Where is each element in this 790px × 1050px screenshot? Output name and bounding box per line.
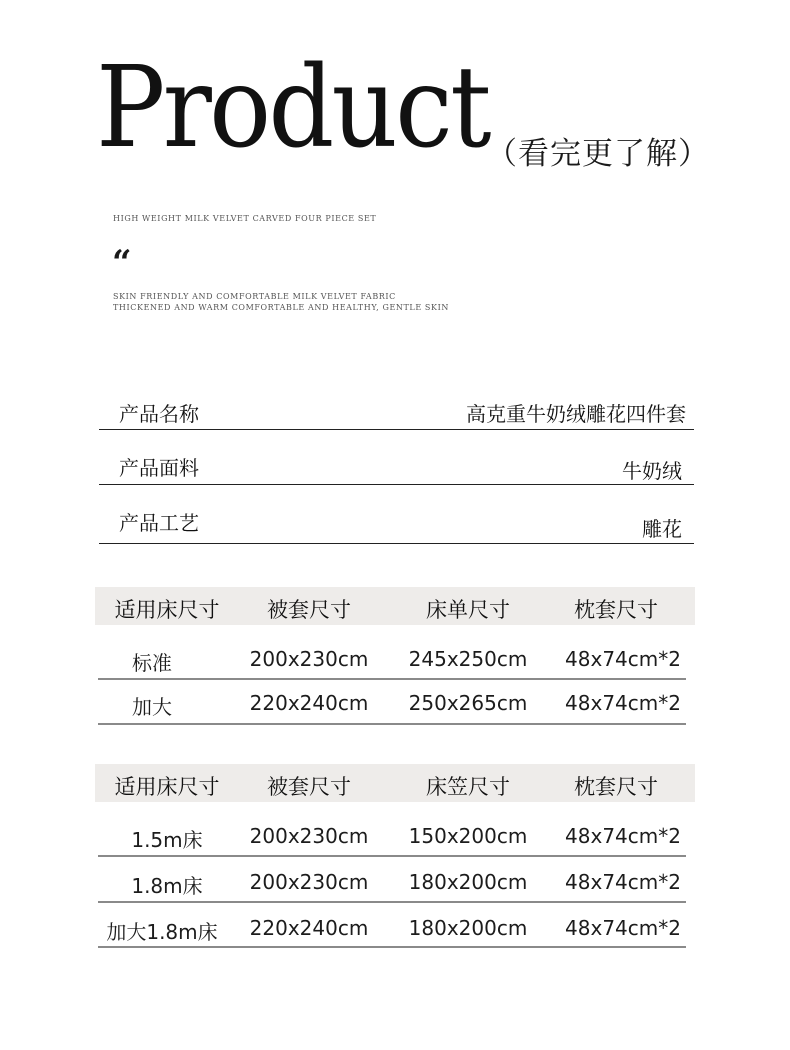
product-description: SKIN FRIENDLY AND COMFORTABLE MILK VELVET FABRIC THICKENED AND WARM COMFORTABLE AND HEALTHY, GENTLE SKIN [113,292,449,312]
table-row [95,868,695,898]
column-header: 被套尺寸 [267,598,351,622]
table-cell: 标准 [132,651,172,675]
info-label: 产品面料 [119,456,199,480]
column-header: 枕套尺寸 [574,775,658,799]
row-divider [98,723,686,725]
column-header: 床单尺寸 [426,598,510,622]
table-cell: 加大 [132,695,172,719]
info-label: 产品工艺 [119,511,199,535]
table-cell: 200x230cm [249,824,369,848]
quote-mark-icon: “ [112,243,132,283]
info-label: 产品名称 [119,402,199,426]
table-cell: 245x250cm [408,647,528,671]
row-divider [98,855,686,857]
info-row-fabric [99,448,694,485]
row-divider [98,901,686,903]
table-cell: 48x74cm*2 [565,916,681,940]
row-divider [98,678,686,680]
column-header: 适用床尺寸 [114,775,220,799]
row-divider [98,946,686,948]
table-cell: 48x74cm*2 [565,824,681,848]
table-row [95,914,695,944]
table-cell: 180x200cm [408,870,528,894]
table-cell: 150x200cm [408,824,528,848]
column-header: 被套尺寸 [267,775,351,799]
column-header: 床笠尺寸 [426,775,510,799]
info-row-craft [99,504,694,544]
table-cell: 1.5m床 [131,828,203,852]
page-title: Product [96,43,489,173]
page-subtitle: （看完更了解） [486,136,710,172]
table2-header [95,764,695,802]
table-row [95,645,695,675]
table-cell: 220x240cm [249,916,369,940]
table-cell: 200x230cm [249,870,369,894]
tagline: HIGH WEIGHT MILK VELVET CARVED FOUR PIECE SET [113,214,377,223]
info-value: 高克重牛奶绒雕花四件套 [466,402,686,426]
table-cell: 250x265cm [408,691,528,715]
info-value: 雕花 [642,517,682,541]
info-row-name [99,392,694,430]
table-cell: 48x74cm*2 [565,691,681,715]
column-header: 枕套尺寸 [574,598,658,622]
table1-header [95,587,695,625]
info-value: 牛奶绒 [622,459,682,483]
table-cell: 200x230cm [249,647,369,671]
table-cell: 加大1.8m床 [106,920,218,944]
table-row [95,822,695,852]
table-cell: 1.8m床 [131,874,203,898]
column-header: 适用床尺寸 [114,598,220,622]
table-cell: 48x74cm*2 [565,870,681,894]
table-cell: 48x74cm*2 [565,647,681,671]
table-cell: 180x200cm [408,916,528,940]
table-cell: 220x240cm [249,691,369,715]
table-row [95,689,695,719]
